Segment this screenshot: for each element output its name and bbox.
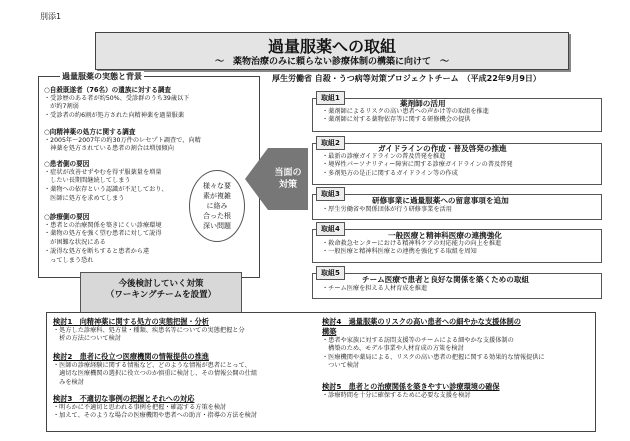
document-label: 別添1 — [40, 12, 62, 21]
effort-1-label: 取組1 — [316, 91, 345, 105]
effort-item: ・薬剤師によるリスクの高い患者への声かけ等の取組を推進 — [322, 108, 489, 115]
ministry-header: 厚生労働省 自殺・うつ病等対策プロジェクトチーム （平成22年9月9日） — [272, 74, 541, 83]
future-measures-line-2: （ワーキングチームを設置） — [105, 290, 217, 300]
effort-2-title: ガイドラインの作成・普及啓発の推進 — [378, 144, 507, 153]
examination-item: 析の方法について検討 — [53, 335, 121, 343]
section-item: ・薬物の処方を強く望む患者に対して説得 — [44, 230, 162, 238]
examination-item: ・医師の診療経験に関する情報など、どのような情報が患者にとって、 — [53, 362, 251, 369]
effort-3-items — [322, 206, 452, 214]
examination-title: 検討2 患者に役立つ医療機関の情報提供の推進 — [53, 352, 209, 361]
bubble-line: 合った根 — [203, 212, 231, 220]
effort-item: ・最新の診療ガイドラインの普及啓発を推進 — [322, 153, 446, 160]
future-measures-text — [81, 279, 241, 301]
bubble-line: 素が複雑 — [203, 192, 231, 200]
effort-1-title: 薬剤師の活用 — [400, 99, 446, 108]
background-section-4 — [44, 213, 162, 265]
section-heading: ○向精神薬の処方に関する調査 — [44, 128, 136, 136]
effort-4-items — [322, 240, 501, 257]
examination-item: みを検討 — [53, 378, 84, 386]
title-box — [95, 32, 569, 70]
examination-4 — [322, 317, 545, 371]
examination-title: 検討5 患者との治療関係を築きやすい診療環境の確保 — [322, 382, 500, 391]
arrow-line-2: 対策 — [278, 180, 297, 190]
page-subtitle: 〜 薬物治療のみに頼らない診療体制の構築に向けて 〜 — [214, 57, 449, 67]
section-item: ・2005年〜2007年の約30万件のレセプト調査で、向精 — [44, 136, 201, 144]
page-title: 過量服薬への取組 — [267, 37, 396, 56]
background-section-3 — [44, 160, 168, 204]
effort-item: ・救命救急センターにおける精神科ケアの対応能力の向上を推進 — [322, 240, 502, 247]
background-section-2 — [44, 128, 201, 154]
examination-item: ・明らかに不適切と思われる事例を把握・確認する方策を検討 — [53, 404, 227, 411]
section-item: ・受診者の約6割が処方された向精神薬を過量服薬 — [44, 112, 185, 120]
section-item: が困難な状況にある — [44, 239, 106, 247]
complex-problem-bubble — [189, 170, 245, 242]
section-heading: ○診療側の要因 — [44, 213, 90, 221]
examination-title: 検討3 不適切な事例の把握とそれへの対応 — [53, 394, 195, 403]
examination-item: ・加えて、そのような場合の医療機関や患者への助言・指導の方法を検討 — [53, 412, 258, 420]
section-heading: ○自殺既遂者（76名）の遺族に対する調査 — [44, 86, 172, 94]
effort-3-title: 研修事業に過量服薬への留意事項を追加 — [372, 196, 509, 205]
examination-item: 適切な医療機関の選択に役立つのか慎重に検討し、その情報公開の仕組 — [53, 370, 258, 378]
bubble-line: 様々な要 — [203, 182, 231, 190]
section-item: したい長期間継続してしまう — [44, 177, 131, 185]
effort-4-title: 一般医療と精神科医療の連携強化 — [388, 231, 502, 240]
bubble-line: に絡み — [206, 202, 228, 210]
arrow-left-icon — [245, 148, 268, 210]
examination-5 — [322, 382, 500, 400]
future-measures-line-1: 今後検討していく対策 — [118, 279, 204, 289]
background-section-1 — [44, 86, 189, 121]
effort-item: ・一般医療と精神科医療との連携を強化する取組を周知 — [322, 248, 477, 256]
bubble-line: 深い問題 — [203, 222, 231, 230]
examination-title-cont: 構築 — [322, 327, 337, 336]
examination-item: ・患者や家族に対する訪問支援等のチームによる細やかな支援体制の — [322, 337, 514, 344]
examination-item: 構築のため、モデル事業や人材育成の方策を検討 — [322, 345, 464, 353]
section-item: ・説得な処方を断ちすると患者から違 — [44, 247, 150, 255]
examination-item: ・処方した診療科、処方量・種類、疾患名等についての実態把握と分 — [53, 327, 245, 334]
section-item: ・薬物への依存という認識が不足しており、 — [44, 186, 168, 194]
effort-5-label: 取組5 — [316, 266, 345, 280]
section-item: 医師に処方を求めてしまう — [44, 194, 125, 202]
examination-title: 検討4 過量服薬のリスクの高い患者への細やかな支援体制の — [322, 317, 521, 326]
section-item: 神薬を処方されている患者の割合は増加傾向 — [44, 145, 174, 153]
examination-title: 検討1 向精神薬に関する処方の実態把握・分析 — [53, 317, 209, 326]
arrow-line-1: 当面の — [274, 168, 302, 178]
effort-item: ・厚生労働省や関係団体が行う研修事業を活用 — [322, 206, 452, 213]
effort-item: ・境界性パーソナリティー障害に関する診療ガイドラインの普及啓発 — [322, 161, 513, 169]
effort-item: ・薬剤師に対する薬物依存等に関する研修機会の提供 — [322, 116, 471, 124]
examination-3 — [53, 394, 257, 421]
immediate-measures-arrow — [268, 148, 308, 210]
effort-1-items — [322, 108, 489, 125]
section-item: ってしまう恐れ — [44, 256, 94, 264]
future-measures-box — [80, 272, 242, 314]
effort-5-items — [322, 285, 427, 293]
effort-3-label: 取組3 — [316, 187, 345, 201]
section-item: ・症状が改善せずやむを得ず服薬量を増量 — [44, 168, 162, 176]
examination-2 — [53, 352, 257, 387]
section-item: が約7割弱 — [44, 103, 79, 111]
effort-4-label: 取組4 — [316, 222, 345, 236]
effort-item: ・多剤処方の是正に関するガイドライン等の作成 — [322, 169, 458, 177]
examination-item: ・医療機関や薬局による、リスクの高い患者の把握に関する効果的な情報提供に — [322, 353, 545, 361]
effort-2-label: 取組2 — [316, 136, 345, 150]
section-item: ・受診歴のある者が約50%、受診群のうち39歳以下 — [44, 94, 190, 102]
background-panel-header: 過量服薬の実態と背景 — [62, 72, 142, 81]
effort-5-title: チーム医療で患者と良好な関係を築くための取組 — [362, 275, 530, 284]
examination-item: ・診療時間を十分に確保するために必要な支援を検討 — [322, 392, 471, 399]
examination-item: ついて検討 — [322, 362, 360, 370]
section-item: ・患者との治療関係を築きにくい診療環境 — [44, 221, 162, 229]
effort-2-items — [322, 153, 513, 178]
section-heading: ○患者側の要因 — [44, 160, 90, 168]
examination-1 — [53, 317, 245, 344]
effort-item: ・チーム医療を担える人材育成を推進 — [322, 285, 428, 292]
